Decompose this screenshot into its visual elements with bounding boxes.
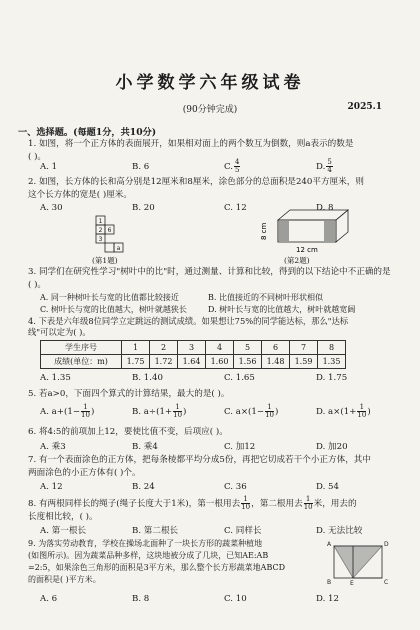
q-text: 同学们在研究性学习"树叶中的比"时，通过测量、计算和比较，得到的以下结论中不正确的是 xyxy=(38,267,391,277)
q-text: 如图，长方体的长和高分别是12厘米和8厘米，涂色部分的总面积是240平方厘米，则 xyxy=(38,177,364,187)
exam-date: 2025.1 xyxy=(347,102,382,112)
q1-options xyxy=(40,158,400,174)
net-label: 1 xyxy=(98,218,103,225)
option-d[interactable]: D. 1.75 xyxy=(316,373,348,383)
option-d[interactable]: D. 树叶长与宽的比值越大，树叶就越宽阔 xyxy=(208,305,356,314)
q-number: 1. xyxy=(28,139,37,149)
option-d[interactable]: D. 加20 xyxy=(316,442,348,452)
q5-options xyxy=(40,404,400,420)
option-a[interactable]: A. 第一根长 xyxy=(40,526,87,536)
length-label: 12 cm xyxy=(296,246,318,254)
q-number: 2. xyxy=(28,177,37,187)
figure-1-caption: (第1题) xyxy=(92,256,118,265)
table-cell: 1.64 xyxy=(178,355,206,369)
option-d[interactable]: D. 54 xyxy=(316,482,339,492)
q-text-cont: 长度相比较，( )。 xyxy=(28,512,98,522)
q-text-cont: 这个长方体的宽是( )厘米。 xyxy=(28,190,132,200)
table-cell: 6 xyxy=(262,341,290,355)
q-text: 有两根同样长的绳子(绳子长度大于1米)，第一根用去 xyxy=(38,499,241,509)
table-cell: 7 xyxy=(290,341,318,355)
net-label: 6 xyxy=(107,227,112,234)
option-b[interactable]: B. 24 xyxy=(132,482,155,492)
q7-options xyxy=(40,482,400,494)
option-c[interactable]: C. 36 xyxy=(224,482,247,492)
option-b[interactable]: B. 比值接近的不同树叶形状相似 xyxy=(208,293,323,302)
option-a[interactable]: A. 同一种树叶长与宽的比值都比较接近 xyxy=(40,293,179,302)
q-text: 将4:5的前项加上12，要使比值不变，后项应( )。 xyxy=(38,427,228,437)
table-cell: 3 xyxy=(178,341,206,355)
option-b[interactable]: B. 8 xyxy=(132,594,150,604)
question-4 xyxy=(28,316,400,338)
table-cell: 1.48 xyxy=(262,355,290,369)
option-b[interactable]: B. 第二根长 xyxy=(132,526,179,536)
figure-2-caption: (第2题) xyxy=(284,256,310,265)
q-text: 下表是六年级8位同学立定跳远的测试成绩。如果想让75%的同学能达标，那么"达标 xyxy=(38,316,349,326)
table-cell: 1.56 xyxy=(234,355,262,369)
net-label: 2 xyxy=(98,227,103,234)
q-text: 有一个表面涂色的正方体，把每条棱都平均分成5份，再把它切成若干个小正方体，其中 xyxy=(38,455,371,465)
section-heading: 一、选择题。(每题1分，共10分) xyxy=(18,127,157,138)
q4-options xyxy=(40,373,400,385)
option-b[interactable]: B. 6 xyxy=(132,162,150,172)
point-label: D xyxy=(384,541,389,548)
q-number: 7. xyxy=(28,455,37,465)
question-5 xyxy=(28,388,400,401)
q-text: 如图，将一个正方体的表面展开，如果相对面上的两个数互为倒数，则a表示的数是 xyxy=(38,139,354,149)
q-number: 8. xyxy=(28,499,37,509)
height-label: 8 cm xyxy=(260,222,268,240)
point-label: B xyxy=(327,579,332,586)
option-a[interactable]: A. 乘3 xyxy=(40,442,66,452)
table-row xyxy=(41,355,346,369)
score-table xyxy=(40,340,346,369)
option-b[interactable]: B. 20 xyxy=(132,203,155,213)
point-label: C xyxy=(384,579,389,586)
q-number: 4. xyxy=(28,316,36,326)
question-7 xyxy=(28,454,400,480)
q-number: 9. xyxy=(28,539,36,548)
question-2 xyxy=(28,176,400,202)
table-cell: 8 xyxy=(318,341,346,355)
point-label: A xyxy=(327,541,332,548)
question-1 xyxy=(28,138,400,164)
q9-options xyxy=(40,594,400,606)
table-cell: 2 xyxy=(150,341,178,355)
option-d[interactable]: D. 8 xyxy=(316,203,334,213)
point-label: E xyxy=(350,580,354,586)
table-cell: 1.59 xyxy=(290,355,318,369)
option-b[interactable]: B. 1.40 xyxy=(132,373,163,383)
option-b[interactable]: B. 乘4 xyxy=(132,442,158,452)
q-number: 3. xyxy=(28,267,37,277)
option-d[interactable]: D. a×(1+ $\frac{1}{10}$ ) xyxy=(316,403,371,419)
q-number: 5. xyxy=(28,389,37,399)
q8-options xyxy=(40,524,400,536)
option-a[interactable]: A. 30 xyxy=(40,203,63,213)
q-text-cont: 两面涂色的小正方体有( )个。 xyxy=(28,468,141,478)
q-text-cont: 线"可以定为( )。 xyxy=(28,327,91,337)
time-limit: (90分钟完成) xyxy=(182,105,238,115)
table-cell: 1.60 xyxy=(206,355,234,369)
q-text-cont: ( )。 xyxy=(28,280,47,290)
option-d[interactable]: D. 无法比较 xyxy=(316,526,363,536)
question-9: 9. 为落实劳动教育，学校在操场北面种了一块长方形的蔬菜种植地 (如图所示)。因为蔬菜品种多样，这块地被分成了几块，已知AE:AB =2:5，如果涂色三角形的面积是3平方米，那么整个长方形蔬菜地ABCD 的面积是( )平方米。 xyxy=(28,539,286,584)
garden-figure xyxy=(326,540,390,586)
net-label: 3 xyxy=(98,236,103,243)
question-3 xyxy=(28,266,400,292)
table-cell: 1 xyxy=(122,341,150,355)
option-c[interactable]: C. 加12 xyxy=(224,442,256,452)
option-d[interactable]: D. $\frac{5}{4}$ xyxy=(316,158,332,174)
table-cell: 1.72 xyxy=(150,355,178,369)
option-c[interactable]: C. 10 xyxy=(224,594,247,604)
cuboid-figure xyxy=(258,204,368,258)
table-cell: 1.75 xyxy=(122,355,150,369)
option-c[interactable]: C. a×(1− $\frac{1}{10}$ ) xyxy=(224,403,279,419)
page-title: 小学数学六年级试卷 xyxy=(115,73,305,93)
table-row xyxy=(41,341,346,355)
cube-net-figure xyxy=(88,214,158,254)
question-6 xyxy=(28,426,400,439)
option-a[interactable]: A. a+(1− $\frac{1}{10}$ ) xyxy=(40,403,95,419)
option-b[interactable]: B. a÷(1+ $\frac{1}{10}$ ) xyxy=(132,403,187,419)
table-cell: 1.35 xyxy=(318,355,346,369)
question-8: 8. 有两根同样长的绳子(绳子长度大于1米)，第一根用去 $\frac{1}{10}$ ，第二根用去 $\frac{1}{10}$ 米，用去的 长度相比较，( )。 xyxy=(28,495,357,522)
option-c[interactable]: C. 树叶长与宽的比值越大，树叶就越狭长 xyxy=(40,305,187,314)
q3-options-row2 xyxy=(40,304,400,316)
option-a[interactable]: A. 12 xyxy=(40,482,63,492)
table-header-cell: 成绩(单位：m) xyxy=(41,355,122,369)
option-d[interactable]: D. 12 xyxy=(316,594,339,604)
option-c[interactable]: C. 12 xyxy=(224,203,247,213)
option-a[interactable]: A. 1 xyxy=(40,162,58,172)
q6-options xyxy=(40,440,400,452)
table-cell: 4 xyxy=(206,341,234,355)
q3-options xyxy=(40,292,400,304)
q-text-cont: ( )。 xyxy=(28,152,47,162)
option-a[interactable]: A. 1.35 xyxy=(40,373,71,383)
table-header-cell: 学生序号 xyxy=(41,341,122,355)
option-a[interactable]: A. 6 xyxy=(40,594,58,604)
q-text: 为落实劳动教育，学校在操场北面种了一块长方形的蔬菜种植地 xyxy=(38,539,263,548)
option-c[interactable]: C. $\frac{4}{5}$ xyxy=(224,158,240,174)
q-text: 若a>0，下面四个算式的计算结果，最大的是( )。 xyxy=(38,389,230,399)
table-cell: 5 xyxy=(234,341,262,355)
q-number: 6. xyxy=(28,427,37,437)
option-c[interactable]: C. 1.65 xyxy=(224,373,255,383)
net-label: a xyxy=(116,245,121,252)
option-c[interactable]: C. 同样长 xyxy=(224,526,262,536)
